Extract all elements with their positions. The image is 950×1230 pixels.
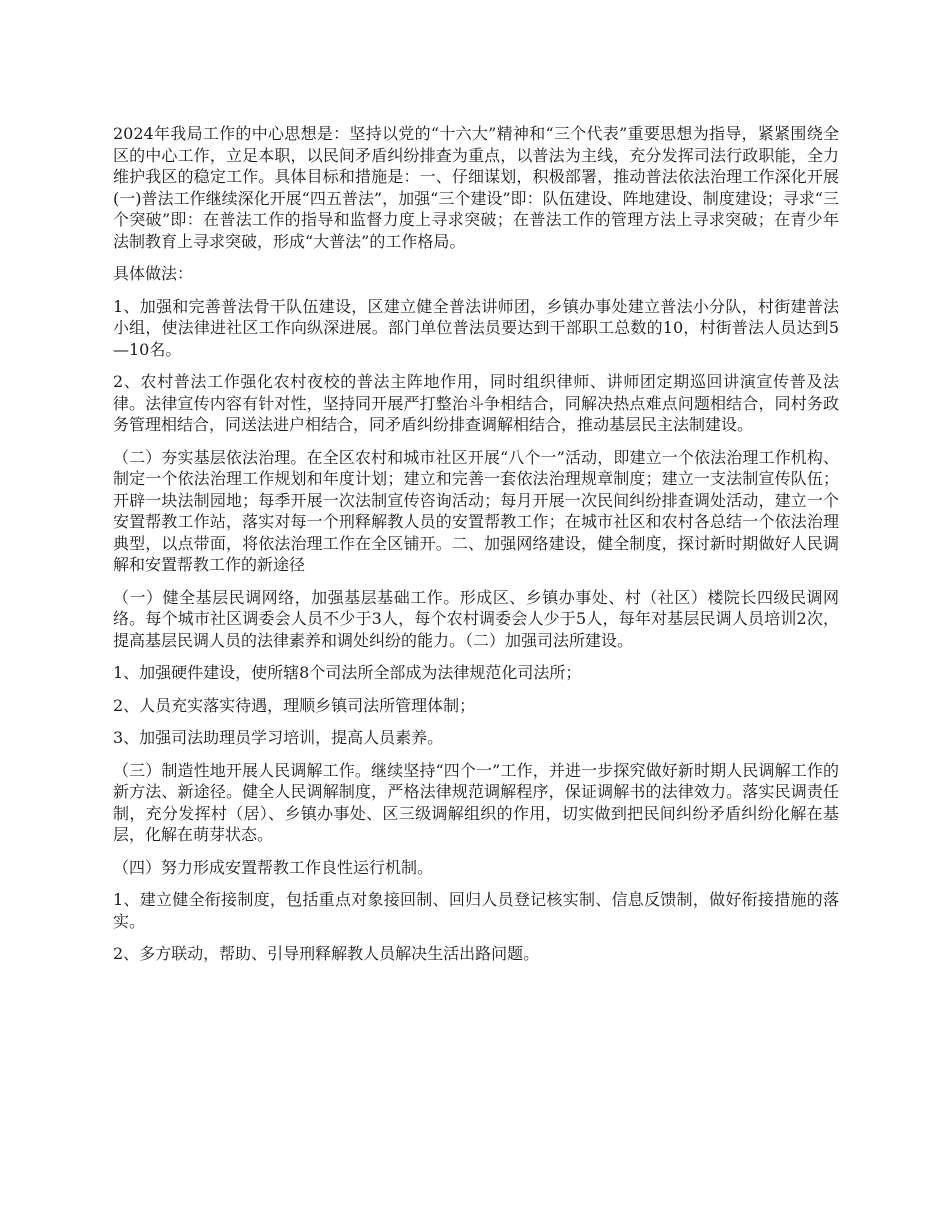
paragraph-item-1-legal-team: 1、加强和完善普法骨干队伍建设，区建立健全普法讲师团，乡镇办事处建立普法小分队，村街建普法小组，使法律进社区工作向纵深进展。部门单位普法员要达到干部职工总数的10，村街普法人员达到5—10名。 [113,296,839,359]
paragraph-item-2-multi-party: 2、多方联动，帮助、引导刑释解教人员解决生活出路问题。 [113,944,540,963]
paragraph-section-3-mediation-work: （三）制造性地开展人民调解工作。继续坚持“四个一”工作，并进一步探究做好新时期人民调解工作的新方法、新途径。健全人民调解制度，严格法律规范调解程序，保证调解书的法律效力。落实民调责任制，充分发挥村（居）、乡镇办事处、区三级调解组织的作用，切实做到把民间纠纷矛盾纠纷化解在基层，化解在萌芽状态。 [113,760,839,844]
paragraph-section-4-resettlement: （四）努力形成安置帮教工作良性运行机制。 [113,857,434,877]
paragraph-item-1-connection-system: 1、建立健全衔接制度，包括重点对象接回制、回归人员登记核实制、信息反馈制，做好衔接措施的落实。 [113,890,839,931]
document-body [113,123,839,976]
paragraph-item-3-training: 3、加强司法助理员学习培训，提高人员素养。 [113,728,444,747]
paragraph-item-1-hardware: 1、加强硬件建设，使所辖8个司法所全部成为法律规范化司法所； [113,663,582,682]
paragraph-specific-methods-heading: 具体做法： [113,264,194,283]
paragraph-item-2-staffing: 2、人员充实落实待遇，理顺乡镇司法所管理体制； [113,695,476,715]
paragraph-section-1-mediation-network: （一）健全基层民调网络，加强基层基础工作。形成区、乡镇办事处、村（社区）楼院长四级民调网络。每个城市社区调委会人员不少于3人，每个农村调委会人少于5人，每年对基层民调人员培训2次，提高基层民调人员的法律素养和调处纠纷的能力。（二）加强司法所建设。 [113,587,839,650]
paragraph-section-2-grassroots-governance: （二）夯实基层依法治理。在全区农村和城市社区开展“八个一”活动，即建立一个依法治理工作机构、制定一个依法治理工作规划和年度计划；建立和完善一套依法治理规章制度；建立一支法制宣传队伍；开辟一块法制园地；每季开展一次法制宣传咨询活动；每月开展一次民间纠纷排查调处活动，建立一个安置帮教工作站，落实对每一个刑释解教人员的安置帮教工作；在城市社区和农村各总结一个依法治理典型，以点带面，将依法治理工作在全区铺开。二、加强网络建设，健全制度，探讨新时期做好人民调解和安置帮教工作的新途径 [113,447,839,574]
paragraph-item-2-rural-legal: 2、农村普法工作强化农村夜校的普法主阵地作用，同时组织律师、讲师团定期巡回讲演宣传普及法律。法律宣传内容有针对性，坚持同开展严打整治斗争相结合，同解决热点难点问题相结合，同村务政务管理相结合，同送法进户相结合，同矛盾纠纷排查调解相结合，推动基层民主法制建设。 [113,372,839,434]
paragraph-work-guideline: 2024年我局工作的中心思想是：坚持以党的“十六大”精神和“三个代表”重要思想为指导，紧紧围绕全区的中心工作，立足本职，以民间矛盾纠纷排查为重点，以普法为主线，充分发挥司法行政职能，全力维护我区的稳定工作。具体目标和措施是：一、仔细谋划，积极部署，推动普法依法治理工作深化开展(一)普法工作继续深化开展“四五普法”，加强“三个建设”即：队伍建设、阵地建设、制度建设；寻求“三个突破”即：在普法工作的指导和监督力度上寻求突破；在普法工作的管理方法上寻求突破；在青少年法制教育上寻求突破，形成“大普法”的工作格局。 [113,124,839,251]
